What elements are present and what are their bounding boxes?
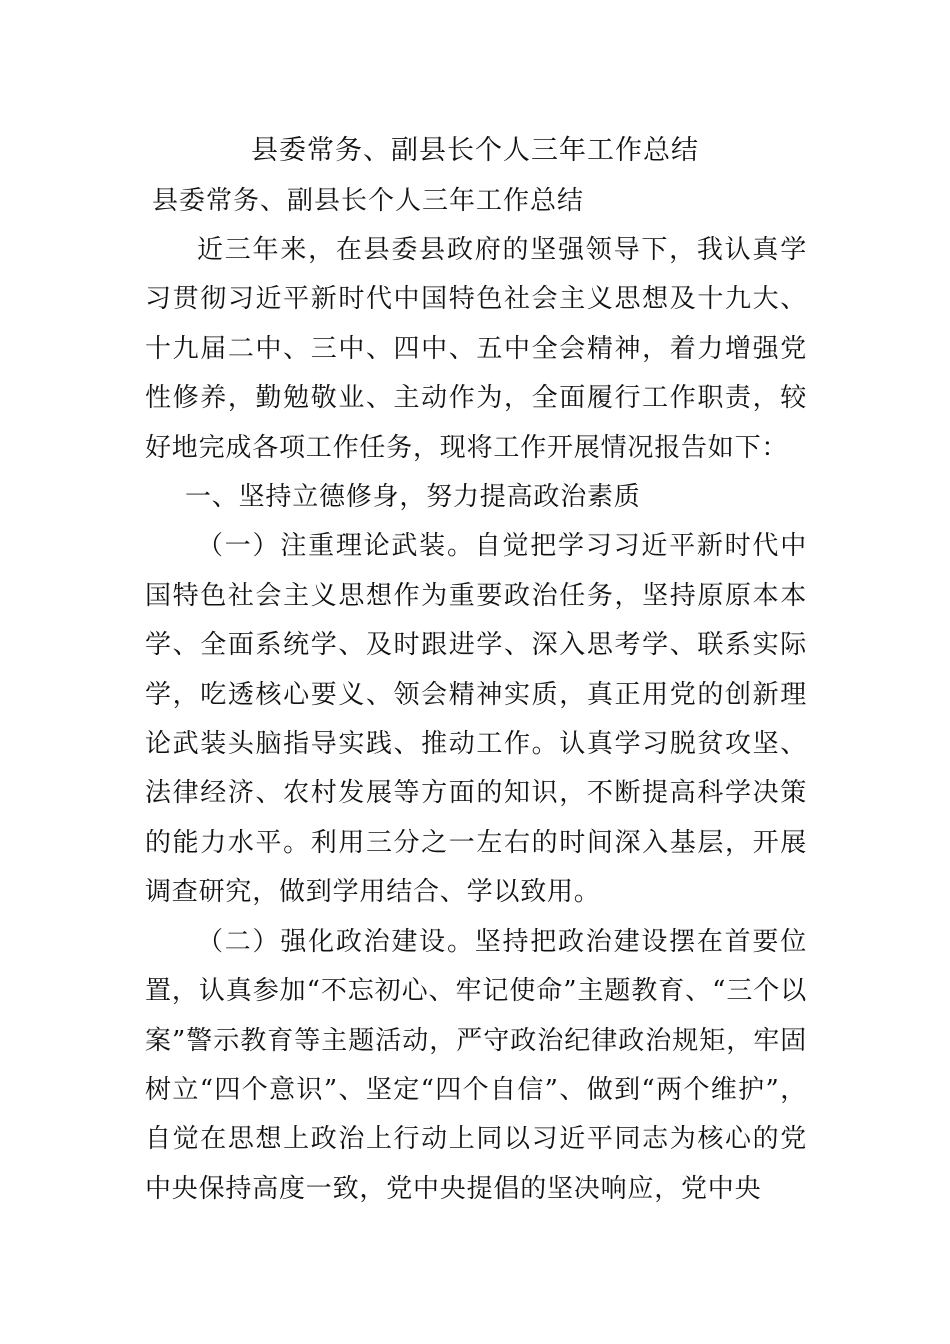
document-body bbox=[145, 226, 807, 1214]
paragraph-section1-item1: （一）注重理论武装。自觉把学习习近平新时代中国特色社会主义思想作为重要政治任务，坚持原原本本学、全面系统学、及时跟进学、深入思考学、联系实际学，吃透核心要义、领会精神实质，真正用党的创新理论武装头脑指导实践、推动工作。认真学习脱贫攻坚、法律经济、农村发展等方面的知识，不断提高科学决策的能力水平。利用三分之一左右的时间深入基层，开展调查研究，做到学用结合、学以致用。 bbox=[145, 531, 807, 908]
section-heading-1: 一、坚持立德修身，努力提高政治素质 bbox=[185, 482, 641, 513]
document-subtitle: 县委常务、副县长个人三年工作总结 bbox=[152, 186, 585, 216]
paragraph-section1-item2: （二）强化政治建设。坚持把政治建设摆在首要位置，认真参加“不忘初心、牢记使命”主题教育、“三个以案”警示教育等主题活动，严守政治纪律政治规矩，牢固树立“四个意识”、坚定“四个自信”、做到“两个维护”，自觉在思想上政治上行动上同以习近平同志为核心的党中央保持高度一致，党中央提倡的坚决响应，党中央 bbox=[145, 926, 807, 1204]
document-title: 县委常务、副县长个人三年工作总结 bbox=[251, 135, 699, 166]
paragraph-intro: 近三年来，在县委县政府的坚强领导下，我认真学习贯彻习近平新时代中国特色社会主义思想及十九大、十九届二中、三中、四中、五中全会精神，着力增强党性修养，勤勉敬业、主动作为，全面履行工作职责，较好地完成各项工作任务，现将工作开展情况报告如下： bbox=[145, 235, 807, 463]
